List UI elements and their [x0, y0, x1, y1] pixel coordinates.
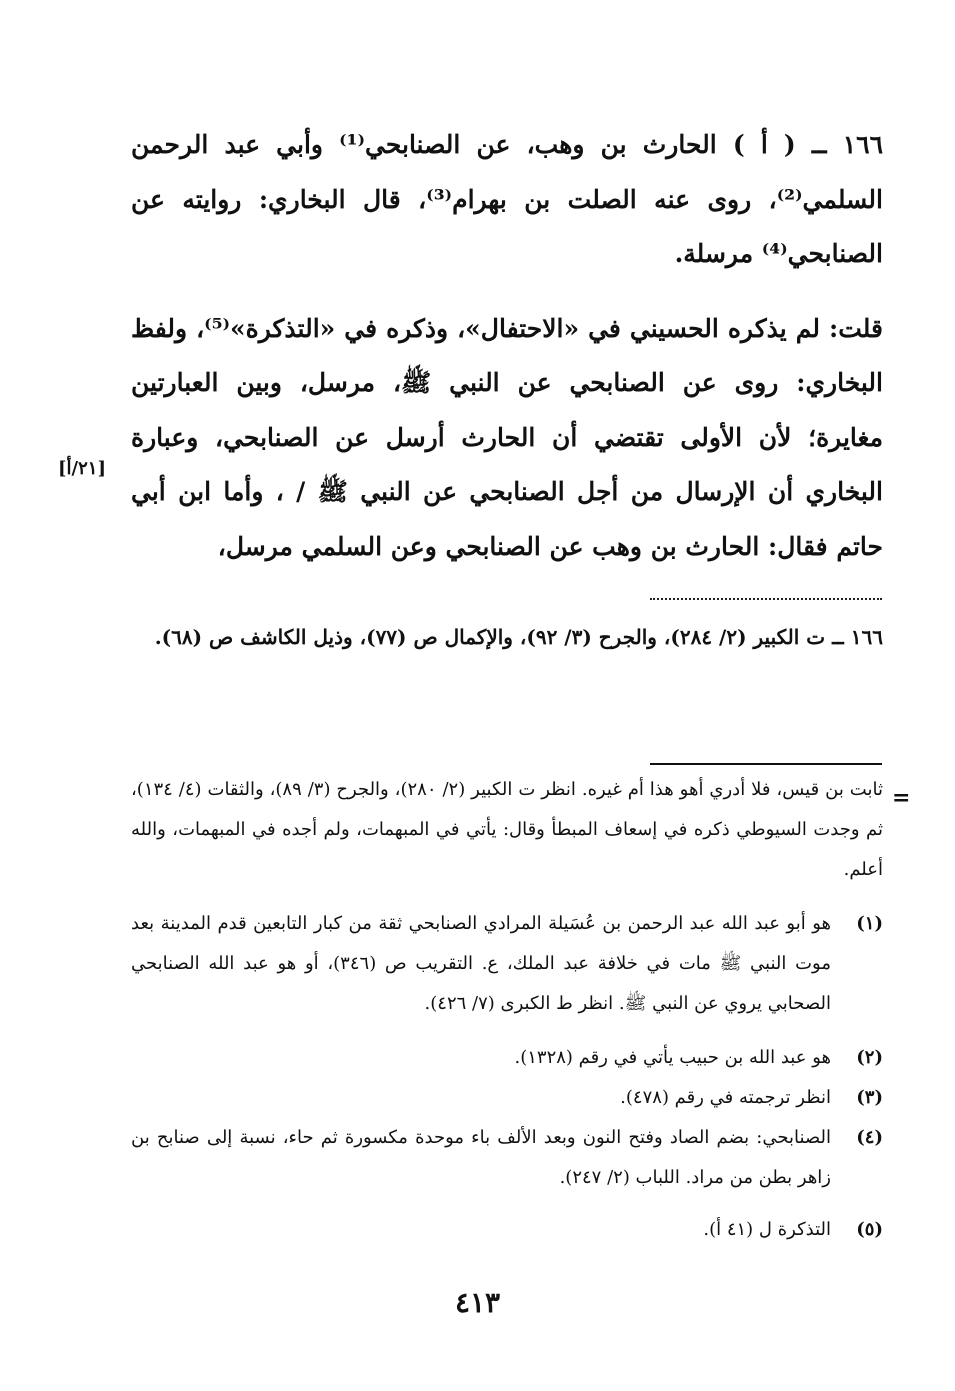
- footnote-continuation: ثابت بن قيس، فلا أدري أهو هذا أم غيره. انظر ت الكبير (٢/ ٢٨٠)، والجرح (٣/ ٨٩)، والثقات (٤/ ١٣٤)، ثم وجدت السيوطي ذكره في إسعاف المبطأ وقال: يأتي في المبهمات، ولم أجده في المبهمات، والله أعلم.: [131, 779, 883, 880]
- entry-paragraph-2: قلت: لم يذكره الحسيني في «الاحتفال»، وذكره في «التذكرة»⁽⁵⁾، ولفظ البخاري: روى عن الصنابحي عن النبي ﷺ، مرسل، وبين العبارتين مغايرة؛ لأن الأولى تقتضي أن الحارث أرسل عن الصنابحي، وعبارة البخاري أن الإرسال من أجل الصنابحي عن النبي ﷺ / ، وأما ابن أبي حاتم فقال: الحارث بن وهب عن الصنابحي وعن السلمي مرسل،: [131, 313, 883, 561]
- footnote-number: (٣): [856, 1087, 883, 1108]
- footnotes: [131, 770, 883, 1250]
- footnote-4: [131, 1118, 883, 1198]
- footnote-text: الصنابحي: بضم الصاد وفتح النون وبعد الألف باء موحدة مكسورة ثم حاء، نسبة إلى صنابح بن زاهر بطن من مراد. اللباب (٢/ ٢٤٧).: [131, 1127, 831, 1188]
- manuscript-folio-reference: [٢١/أ]: [58, 458, 106, 479]
- footnote-number: (٢): [856, 1047, 883, 1068]
- main-text: [131, 118, 883, 574]
- footnote-text: هو أبو عبد الله عبد الرحمن بن عُسَيلة المرادي الصنابحي ثقة من كبار التابعين قدم المدينة بعد موت النبي ﷺ مات في خلافة عبد الملك، ع. التقريب ص (٣٤٦)، أو هو عبد الله الصنابحي الصحابي يروي عن النبي ﷺ. انظر ط الكبرى (٧/ ٤٢٦).: [131, 913, 831, 1014]
- footnote-number: (١): [856, 913, 883, 934]
- page-number: ٤١٣: [454, 1286, 501, 1319]
- dotted-separator: [650, 598, 882, 600]
- footnote-continuation-mark: =: [892, 785, 911, 811]
- footnote-1: [131, 904, 883, 1024]
- editor-sources-note: ١٦٦ ــ ت الكبير (٢/ ٢٨٤)، والجرح (٣/ ٩٢)، والإكمال ص (٧٧)، وذيل الكاشف ص (٦٨).: [154, 625, 883, 649]
- footnote-5: [131, 1210, 883, 1250]
- footnote-text: هو عبد الله بن حبيب يأتي في رقم (١٣٢٨).: [514, 1047, 831, 1068]
- footnote-number: (٥): [856, 1219, 883, 1240]
- footnote-rule: [650, 763, 882, 765]
- footnote-text: التذكرة ل (٤١ أ).: [703, 1219, 831, 1240]
- footnote-3: [131, 1078, 883, 1118]
- entry-paragraph-1: ١٦٦ ــ ( أ ) الحارث بن وهب، عن الصنابحي⁽¹⁾ وأبي عبد الرحمن السلمي⁽²⁾، روى عنه الصلت بن بهرام⁽³⁾، قال البخاري: روايته عن الصنابحي⁽⁴⁾ مرسلة.: [131, 130, 884, 268]
- footnote-2: [131, 1038, 883, 1078]
- footnote-text: انظر ترجمته في رقم (٤٧٨).: [620, 1087, 831, 1108]
- footnote-number: (٤): [856, 1127, 883, 1148]
